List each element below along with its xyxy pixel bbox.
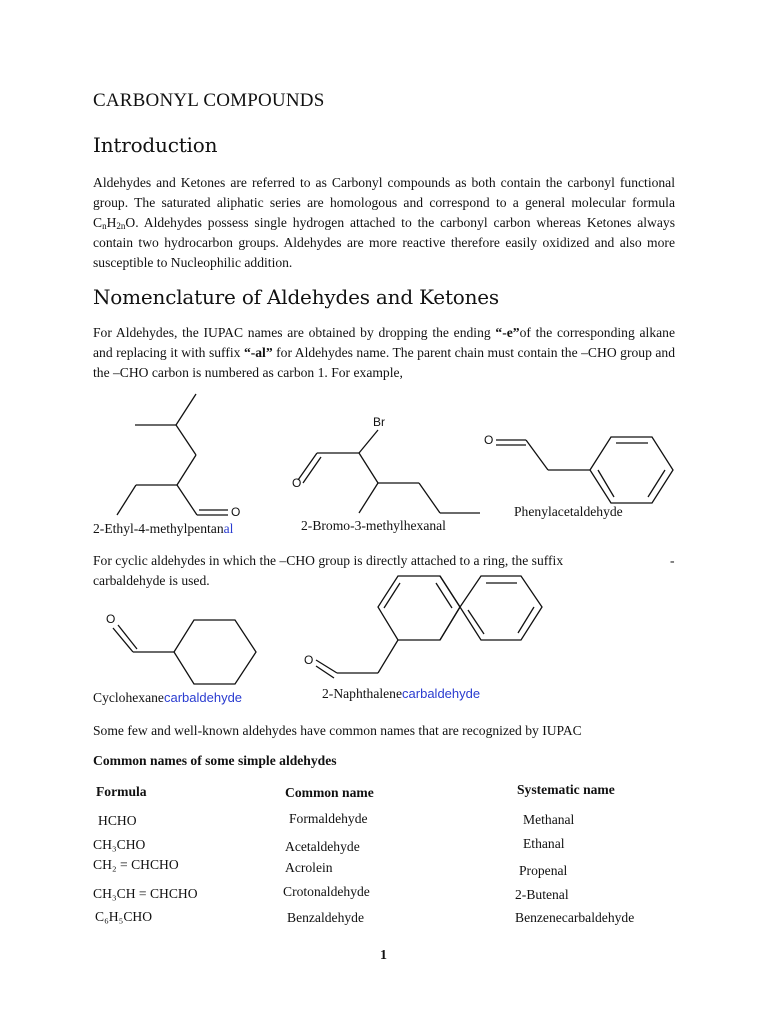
- oxygen-label-2: O: [292, 476, 302, 490]
- bromine-label: Br: [373, 415, 385, 429]
- table-cell-formula: HCHO: [98, 813, 137, 828]
- table-cell-systematic: Methanal: [523, 812, 575, 827]
- intro-paragraph: Aldehydes and Ketones are referred to as Carbonyl compounds as both contain the carbonyl functional group. The saturated aliphatic series are homologous and correspond to a general molecular formula $C_nH_{2n}O$. Aldehydes possess single hydrogen attached to the carbonyl carbon whereas Ketones always contain two hydrocarbon groups. Aldehydes are more reactive therefore easily oxidized and also more susceptible to Nucleophilic addition.: [93, 175, 675, 270]
- table-cell-common: Acetaldehyde: [285, 839, 360, 854]
- cyclohexanecarbaldehyde-structure: [113, 620, 256, 684]
- table-header-common-name: Common name: [285, 785, 374, 800]
- cyclic-paragraph-dash: -: [670, 553, 675, 568]
- table-cell-formula: CH₃CH = CHCHO: [93, 886, 198, 901]
- table-cell-systematic: Propenal: [519, 863, 568, 878]
- table-title: Common names of some simple aldehydes: [93, 753, 337, 768]
- table-cell-systematic: Benzenecarbaldehyde: [515, 910, 635, 925]
- compound-name-phenylacetaldehyde: Phenylacetaldehyde: [514, 504, 623, 519]
- compound-name-ethylmethylpentanal: 2-Ethyl-4-methylpentanal: [93, 521, 234, 536]
- table-cell-formula: CH₂ = CHCHO: [93, 857, 179, 872]
- phenylacetaldehyde-structure: [496, 437, 673, 503]
- page-title: CARBONYL COMPOUNDS: [93, 90, 325, 111]
- table-header-formula: Formula: [96, 784, 147, 799]
- oxygen-label-1: O: [231, 505, 241, 519]
- bromo-methylhexanal-structure: [298, 430, 480, 513]
- cyclic-paragraph-line2: carbaldehyde is used.: [93, 573, 210, 588]
- table-cell-formula: C₆H₅CHO: [95, 909, 153, 924]
- cyclic-paragraph-line1: For cyclic aldehydes in which the –CHO group is directly attached to a ring, the suffix: [93, 553, 564, 568]
- compound-name-naphthalenecarbaldehyde: 2-Naphthalenecarbaldehyde: [322, 686, 481, 701]
- compound-name-bromomethylhexanal: 2-Bromo-3-methylhexanal: [301, 518, 446, 533]
- table-cell-systematic: Ethanal: [523, 836, 565, 851]
- table-cell-common: Crotonaldehyde: [283, 884, 370, 899]
- ethyl-methylpentanal-structure: [117, 394, 228, 515]
- oxygen-label-5: O: [304, 653, 314, 667]
- table-cell-formula: CH₃CHO: [93, 837, 146, 852]
- oxygen-label-3: O: [484, 433, 494, 447]
- intro-heading: Introduction: [93, 133, 218, 157]
- table-cell-common: Benzaldehyde: [287, 910, 364, 925]
- table-header-systematic-name: Systematic name: [517, 782, 615, 797]
- page-number: 1: [380, 948, 387, 963]
- nomenclature-paragraph: For Aldehydes, the IUPAC names are obtained by dropping the ending “-e”of the corresponding alkane and replacing it with suffix “-al” for Aldehydes name. The parent chain must contain the –CHO group and the –CHO carbon is numbered as carbon 1. For example,: [93, 325, 675, 380]
- table-cell-systematic: 2-Butenal: [515, 887, 569, 902]
- nomenclature-heading: Nomenclature of Aldehydes and Ketones: [93, 285, 499, 309]
- table-cell-common: Formaldehyde: [289, 811, 368, 826]
- naphthalenecarbaldehyde-structure: [316, 576, 542, 678]
- common-names-intro: Some few and well-known aldehydes have common names that are recognized by IUPAC: [93, 723, 582, 738]
- compound-name-cyclohexanecarbaldehyde: Cyclohexanecarbaldehyde: [93, 690, 243, 705]
- table-cell-common: Acrolein: [285, 860, 333, 875]
- oxygen-label-4: O: [106, 612, 116, 626]
